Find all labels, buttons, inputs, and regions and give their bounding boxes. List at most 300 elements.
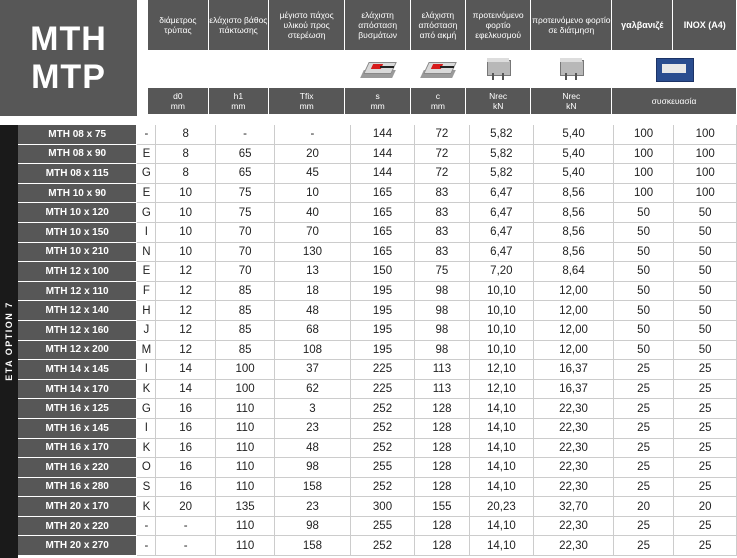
bore-diameter-cell: 16 xyxy=(156,418,215,438)
min-edge-distance-cell: 128 xyxy=(415,516,469,536)
tension-load-cell: 10,10 xyxy=(469,320,534,340)
inox-qty-cell: 50 xyxy=(674,320,737,340)
inox-qty-cell: 25 xyxy=(674,458,737,478)
shear-load-cell: 32,70 xyxy=(534,497,614,517)
eta-code-cell: G xyxy=(137,164,156,184)
bore-diameter-cell: 14 xyxy=(156,379,215,399)
min-edge-distance-cell: 72 xyxy=(415,144,469,164)
product-name-cell: MTH 10 x 150 xyxy=(18,222,137,242)
tension-load-cell: 14,10 xyxy=(469,399,534,419)
inox-qty-cell: 50 xyxy=(674,301,737,321)
min-edge-distance-cell: 72 xyxy=(415,125,469,144)
min-edge-distance-cell: 113 xyxy=(415,360,469,380)
inox-qty-cell: 100 xyxy=(674,125,737,144)
min-embedment-cell: 110 xyxy=(215,458,274,478)
galvanized-qty-cell: 25 xyxy=(613,458,673,478)
tension-load-cell: 5,82 xyxy=(469,144,534,164)
eta-code-cell: - xyxy=(137,125,156,144)
min-embedment-cell: 85 xyxy=(215,320,274,340)
shear-load-cell: 5,40 xyxy=(534,125,614,144)
shear-load-cell: 8,64 xyxy=(534,262,614,282)
bore-diameter-cell: 10 xyxy=(156,222,215,242)
table-row xyxy=(18,497,737,517)
shear-load-cell: 8,56 xyxy=(534,222,614,242)
symbol-d0: d0 xyxy=(173,91,183,101)
product-name-cell: MTH 16 x 280 xyxy=(18,477,137,497)
drill-device-icon xyxy=(360,58,396,80)
max-fixture-thickness-cell: 158 xyxy=(275,536,350,556)
bore-diameter-cell: 10 xyxy=(156,183,215,203)
min-embedment-cell: 70 xyxy=(215,262,274,282)
min-edge-distance-cell: 128 xyxy=(415,438,469,458)
galvanized-qty-cell: 100 xyxy=(613,164,673,184)
symbol-nrec-shear: Nrec xyxy=(562,91,581,101)
bore-diameter-cell: 12 xyxy=(156,281,215,301)
bore-diameter-cell: 12 xyxy=(156,340,215,360)
tension-load-cell: 6,47 xyxy=(469,242,534,262)
shear-load-cell: 22,30 xyxy=(534,536,614,556)
min-spacing-cell: 165 xyxy=(350,203,415,223)
inox-qty-cell: 50 xyxy=(674,262,737,282)
inox-qty-cell: 50 xyxy=(674,222,737,242)
inox-qty-cell: 100 xyxy=(674,183,737,203)
product-title xyxy=(0,0,137,116)
unit-c: mm xyxy=(430,101,445,111)
unit-h1: mm xyxy=(231,101,246,111)
max-fixture-thickness-cell: 68 xyxy=(275,320,350,340)
min-spacing-cell: 255 xyxy=(350,458,415,478)
max-fixture-thickness-cell: 48 xyxy=(275,438,350,458)
min-embedment-cell: 85 xyxy=(215,281,274,301)
symbol-tfix: Tfix xyxy=(299,91,314,101)
eta-code-cell: I xyxy=(137,222,156,242)
symbol-c: c xyxy=(435,91,441,101)
table-row xyxy=(18,301,737,321)
min-spacing-cell: 195 xyxy=(350,301,415,321)
min-edge-distance-cell: 155 xyxy=(415,497,469,517)
eta-code-cell: E xyxy=(137,262,156,282)
max-fixture-thickness-cell: 37 xyxy=(275,360,350,380)
tension-load-cell: 6,47 xyxy=(469,222,534,242)
table-row xyxy=(18,379,737,399)
min-spacing-cell: 165 xyxy=(350,222,415,242)
tension-load-cell: 6,47 xyxy=(469,183,534,203)
product-name-cell: MTH 12 x 100 xyxy=(18,262,137,282)
table-row xyxy=(18,222,737,242)
tension-load-cell: 12,10 xyxy=(469,379,534,399)
galvanized-qty-cell: 25 xyxy=(613,418,673,438)
galvanized-qty-cell: 100 xyxy=(613,125,673,144)
unit-nrec-tension: kN xyxy=(492,101,504,111)
table-row xyxy=(18,262,737,282)
min-edge-distance-cell: 128 xyxy=(415,418,469,438)
galvanized-qty-cell: 25 xyxy=(613,477,673,497)
min-embedment-cell: 85 xyxy=(215,301,274,321)
shear-load-cell: 22,30 xyxy=(534,477,614,497)
table-row xyxy=(18,320,737,340)
bore-diameter-cell: 10 xyxy=(156,242,215,262)
min-spacing-cell: 252 xyxy=(350,536,415,556)
product-name-cell: MTH 10 x 210 xyxy=(18,242,137,262)
min-spacing-cell: 195 xyxy=(350,281,415,301)
title-line1: MTH xyxy=(30,20,107,58)
product-table xyxy=(18,125,737,556)
min-edge-distance-cell: 98 xyxy=(415,301,469,321)
table-row xyxy=(18,360,737,380)
table-row xyxy=(18,183,737,203)
product-name-cell: MTH 20 x 170 xyxy=(18,497,137,517)
bore-diameter-cell: 16 xyxy=(156,458,215,478)
title-line2: MTP xyxy=(31,58,106,96)
min-embedment-cell: - xyxy=(215,125,274,144)
min-edge-distance-cell: 83 xyxy=(415,242,469,262)
product-name-cell: MTH 14 x 170 xyxy=(18,379,137,399)
bore-diameter-cell: 16 xyxy=(156,477,215,497)
min-edge-distance-cell: 98 xyxy=(415,340,469,360)
product-name-cell: MTH 08 x 115 xyxy=(18,164,137,184)
shear-load-cell: 16,37 xyxy=(534,360,614,380)
table-row xyxy=(18,125,737,144)
tension-load-cell: 10,10 xyxy=(469,281,534,301)
galvanized-qty-cell: 50 xyxy=(613,281,673,301)
bore-diameter-cell: - xyxy=(156,516,215,536)
galvanized-qty-cell: 25 xyxy=(613,360,673,380)
product-name-cell: MTH 20 x 270 xyxy=(18,536,137,556)
inox-qty-cell: 25 xyxy=(674,516,737,536)
header-min-edge-distance: ελάχιστη απόσταση από ακμή xyxy=(410,0,465,50)
min-edge-distance-cell: 128 xyxy=(415,458,469,478)
min-edge-distance-cell: 98 xyxy=(415,320,469,340)
min-spacing-cell: 150 xyxy=(350,262,415,282)
table-row xyxy=(18,281,737,301)
table-row xyxy=(18,438,737,458)
header-tension-load: προτεινόμενο φορτίο εφελκυσμού xyxy=(465,0,531,50)
bore-diameter-cell: 10 xyxy=(156,203,215,223)
bore-diameter-cell: 8 xyxy=(156,144,215,164)
max-fixture-thickness-cell: 98 xyxy=(275,516,350,536)
min-edge-distance-cell: 83 xyxy=(415,222,469,242)
inox-qty-cell: 25 xyxy=(674,418,737,438)
max-fixture-thickness-cell: 70 xyxy=(275,222,350,242)
max-fixture-thickness-cell: 62 xyxy=(275,379,350,399)
header-table xyxy=(148,0,737,114)
shear-load-cell: 22,30 xyxy=(534,418,614,438)
min-spacing-cell: 165 xyxy=(350,242,415,262)
min-spacing-cell: 225 xyxy=(350,360,415,380)
eta-code-cell: F xyxy=(137,281,156,301)
table-row xyxy=(18,164,737,184)
tension-load-cell: 10,10 xyxy=(469,340,534,360)
max-fixture-thickness-cell: 158 xyxy=(275,477,350,497)
max-fixture-thickness-cell: 98 xyxy=(275,458,350,478)
min-spacing-cell: 252 xyxy=(350,418,415,438)
bore-diameter-cell: 12 xyxy=(156,301,215,321)
header-min-embedment: ελάχιστο βάθος πάκτωσης xyxy=(208,0,268,50)
bore-diameter-cell: 16 xyxy=(156,438,215,458)
inox-qty-cell: 50 xyxy=(674,203,737,223)
min-spacing-cell: 252 xyxy=(350,477,415,497)
shear-load-cell: 8,56 xyxy=(534,203,614,223)
eta-code-cell: K xyxy=(137,438,156,458)
inox-qty-cell: 50 xyxy=(674,242,737,262)
shear-load-cell: 5,40 xyxy=(534,144,614,164)
header-inox: INOX (A4) xyxy=(673,0,737,50)
inox-qty-cell: 25 xyxy=(674,438,737,458)
galvanized-qty-cell: 50 xyxy=(613,320,673,340)
shear-load-cell: 12,00 xyxy=(534,281,614,301)
shear-load-cell: 5,40 xyxy=(534,164,614,184)
shear-load-cell: 8,56 xyxy=(534,183,614,203)
inox-qty-cell: 20 xyxy=(674,497,737,517)
galvanized-qty-cell: 25 xyxy=(613,516,673,536)
eta-code-cell: I xyxy=(137,418,156,438)
product-name-cell: MTH 12 x 200 xyxy=(18,340,137,360)
min-edge-distance-cell: 75 xyxy=(415,262,469,282)
tension-load-cell: 5,82 xyxy=(469,125,534,144)
galvanized-qty-cell: 50 xyxy=(613,242,673,262)
eta-code-cell: N xyxy=(137,242,156,262)
galvanized-qty-cell: 25 xyxy=(613,379,673,399)
eta-code-cell: K xyxy=(137,497,156,517)
eta-code-cell: - xyxy=(137,516,156,536)
tension-load-cell: 14,10 xyxy=(469,418,534,438)
inox-qty-cell: 25 xyxy=(674,536,737,556)
bore-diameter-cell: 12 xyxy=(156,262,215,282)
drill-device-icon xyxy=(420,58,456,80)
shear-load-cell: 12,00 xyxy=(534,340,614,360)
min-edge-distance-cell: 113 xyxy=(415,379,469,399)
unit-tfix: mm xyxy=(299,101,314,111)
tension-load-cell: 7,20 xyxy=(469,262,534,282)
min-spacing-cell: 300 xyxy=(350,497,415,517)
max-fixture-thickness-cell: 40 xyxy=(275,203,350,223)
max-fixture-thickness-cell: 23 xyxy=(275,418,350,438)
inox-qty-cell: 25 xyxy=(674,477,737,497)
min-embedment-cell: 110 xyxy=(215,438,274,458)
table-row xyxy=(18,458,737,478)
product-name-cell: MTH 08 x 90 xyxy=(18,144,137,164)
symbol-nrec-tension: Nrec xyxy=(489,91,508,101)
tension-load-cell: 10,10 xyxy=(469,301,534,321)
min-embedment-cell: 110 xyxy=(215,477,274,497)
table-row xyxy=(18,516,737,536)
eta-code-cell: G xyxy=(137,203,156,223)
tension-load-cell: 6,47 xyxy=(469,203,534,223)
product-name-cell: MTH 10 x 90 xyxy=(18,183,137,203)
table-row xyxy=(18,242,737,262)
min-edge-distance-cell: 83 xyxy=(415,183,469,203)
min-edge-distance-cell: 128 xyxy=(415,399,469,419)
min-spacing-cell: 144 xyxy=(350,125,415,144)
symbol-h1: h1 xyxy=(233,91,244,101)
eta-code-cell: - xyxy=(137,536,156,556)
eta-code-cell: G xyxy=(137,399,156,419)
min-spacing-cell: 195 xyxy=(350,340,415,360)
eta-code-cell: K xyxy=(137,379,156,399)
tension-load-cell: 20,23 xyxy=(469,497,534,517)
galvanized-qty-cell: 25 xyxy=(613,438,673,458)
galvanized-qty-cell: 25 xyxy=(613,536,673,556)
max-fixture-thickness-cell: 10 xyxy=(275,183,350,203)
max-fixture-thickness-cell: 3 xyxy=(275,399,350,419)
bore-diameter-cell: 8 xyxy=(156,164,215,184)
max-fixture-thickness-cell: 18 xyxy=(275,281,350,301)
shear-load-cell: 12,00 xyxy=(534,320,614,340)
min-embedment-cell: 65 xyxy=(215,144,274,164)
min-spacing-cell: 255 xyxy=(350,516,415,536)
min-edge-distance-cell: 83 xyxy=(415,203,469,223)
product-name-cell: MTH 14 x 145 xyxy=(18,360,137,380)
galvanized-qty-cell: 25 xyxy=(613,399,673,419)
min-spacing-cell: 252 xyxy=(350,399,415,419)
tension-load-cell: 12,10 xyxy=(469,360,534,380)
anchor-block-icon xyxy=(484,57,512,81)
min-spacing-cell: 144 xyxy=(350,144,415,164)
side-label-bar xyxy=(0,125,18,558)
eta-code-cell: I xyxy=(137,360,156,380)
bore-diameter-cell: 20 xyxy=(156,497,215,517)
header-min-spacing: ελάχιστη απόσταση βυσμάτων xyxy=(345,0,411,50)
product-name-cell: MTH 12 x 140 xyxy=(18,301,137,321)
header-shear-load: προτεινόμενο φορτίο σε διάτμηση xyxy=(531,0,612,50)
packaging-label: συσκευασία xyxy=(612,88,737,114)
inox-qty-cell: 100 xyxy=(674,164,737,184)
table-row xyxy=(18,203,737,223)
min-embedment-cell: 100 xyxy=(215,379,274,399)
table-row xyxy=(18,340,737,360)
tension-load-cell: 5,82 xyxy=(469,164,534,184)
tension-load-cell: 14,10 xyxy=(469,477,534,497)
bore-diameter-cell: - xyxy=(156,536,215,556)
min-embedment-cell: 110 xyxy=(215,418,274,438)
max-fixture-thickness-cell: 13 xyxy=(275,262,350,282)
min-embedment-cell: 85 xyxy=(215,340,274,360)
shear-load-cell: 22,30 xyxy=(534,516,614,536)
side-label: ETA OPTION 7 xyxy=(4,301,14,381)
tension-load-cell: 14,10 xyxy=(469,516,534,536)
eta-code-cell: E xyxy=(137,144,156,164)
eta-code-cell: M xyxy=(137,340,156,360)
product-name-cell: MTH 12 x 110 xyxy=(18,281,137,301)
min-edge-distance-cell: 72 xyxy=(415,164,469,184)
min-spacing-cell: 225 xyxy=(350,379,415,399)
product-name-cell: MTH 08 x 75 xyxy=(18,125,137,144)
galvanized-qty-cell: 20 xyxy=(613,497,673,517)
max-fixture-thickness-cell: 130 xyxy=(275,242,350,262)
max-fixture-thickness-cell: 20 xyxy=(275,144,350,164)
max-fixture-thickness-cell: 45 xyxy=(275,164,350,184)
bore-diameter-cell: 8 xyxy=(156,125,215,144)
max-fixture-thickness-cell: 108 xyxy=(275,340,350,360)
min-spacing-cell: 165 xyxy=(350,183,415,203)
max-fixture-thickness-cell: - xyxy=(275,125,350,144)
min-spacing-cell: 144 xyxy=(350,164,415,184)
package-box-icon xyxy=(654,56,694,82)
bore-diameter-cell: 12 xyxy=(156,320,215,340)
min-edge-distance-cell: 128 xyxy=(415,536,469,556)
min-edge-distance-cell: 98 xyxy=(415,281,469,301)
inox-qty-cell: 100 xyxy=(674,144,737,164)
table-row xyxy=(18,536,737,556)
eta-code-cell: J xyxy=(137,320,156,340)
max-fixture-thickness-cell: 48 xyxy=(275,301,350,321)
unit-nrec-shear: kN xyxy=(566,101,577,111)
min-spacing-cell: 252 xyxy=(350,438,415,458)
inox-qty-cell: 25 xyxy=(674,360,737,380)
inox-qty-cell: 50 xyxy=(674,340,737,360)
product-name-cell: MTH 16 x 125 xyxy=(18,399,137,419)
anchor-block-icon xyxy=(557,57,585,81)
table-row xyxy=(18,144,737,164)
max-fixture-thickness-cell: 23 xyxy=(275,497,350,517)
min-embedment-cell: 110 xyxy=(215,399,274,419)
min-embedment-cell: 110 xyxy=(215,516,274,536)
min-embedment-cell: 70 xyxy=(215,242,274,262)
min-edge-distance-cell: 128 xyxy=(415,477,469,497)
min-embedment-cell: 65 xyxy=(215,164,274,184)
min-embedment-cell: 70 xyxy=(215,222,274,242)
min-embedment-cell: 110 xyxy=(215,536,274,556)
galvanized-qty-cell: 100 xyxy=(613,183,673,203)
min-embedment-cell: 75 xyxy=(215,203,274,223)
min-spacing-cell: 195 xyxy=(350,320,415,340)
min-embedment-cell: 135 xyxy=(215,497,274,517)
symbol-s: s xyxy=(375,91,380,101)
unit-d0: mm xyxy=(170,101,185,111)
inox-qty-cell: 50 xyxy=(674,281,737,301)
galvanized-qty-cell: 50 xyxy=(613,262,673,282)
eta-code-cell: O xyxy=(137,458,156,478)
inox-qty-cell: 25 xyxy=(674,399,737,419)
table-row xyxy=(18,418,737,438)
tension-load-cell: 14,10 xyxy=(469,458,534,478)
eta-code-cell: H xyxy=(137,301,156,321)
shear-load-cell: 12,00 xyxy=(534,301,614,321)
product-name-cell: MTH 16 x 220 xyxy=(18,458,137,478)
galvanized-qty-cell: 50 xyxy=(613,301,673,321)
min-embedment-cell: 75 xyxy=(215,183,274,203)
bore-diameter-cell: 16 xyxy=(156,399,215,419)
header-bore-diameter: διάμετρος τρύπας xyxy=(148,0,208,50)
min-embedment-cell: 100 xyxy=(215,360,274,380)
header-galvanized: γαλβανιζέ xyxy=(612,0,673,50)
tension-load-cell: 14,10 xyxy=(469,438,534,458)
shear-load-cell: 8,56 xyxy=(534,242,614,262)
shear-load-cell: 22,30 xyxy=(534,399,614,419)
galvanized-qty-cell: 50 xyxy=(613,222,673,242)
header-max-fixture-thickness: μέγιστο πάχος υλικού προς στερέωση xyxy=(268,0,344,50)
tension-load-cell: 14,10 xyxy=(469,536,534,556)
shear-load-cell: 16,37 xyxy=(534,379,614,399)
unit-s: mm xyxy=(370,101,385,111)
galvanized-qty-cell: 50 xyxy=(613,203,673,223)
galvanized-qty-cell: 50 xyxy=(613,340,673,360)
inox-qty-cell: 25 xyxy=(674,379,737,399)
bore-diameter-cell: 14 xyxy=(156,360,215,380)
eta-code-cell: S xyxy=(137,477,156,497)
table-row xyxy=(18,477,737,497)
product-name-cell: MTH 12 x 160 xyxy=(18,320,137,340)
table-row xyxy=(18,399,737,419)
product-name-cell: MTH 10 x 120 xyxy=(18,203,137,223)
shear-load-cell: 22,30 xyxy=(534,438,614,458)
galvanized-qty-cell: 100 xyxy=(613,144,673,164)
shear-load-cell: 22,30 xyxy=(534,458,614,478)
product-name-cell: MTH 16 x 145 xyxy=(18,418,137,438)
eta-code-cell: E xyxy=(137,183,156,203)
product-name-cell: MTH 16 x 170 xyxy=(18,438,137,458)
product-name-cell: MTH 20 x 220 xyxy=(18,516,137,536)
